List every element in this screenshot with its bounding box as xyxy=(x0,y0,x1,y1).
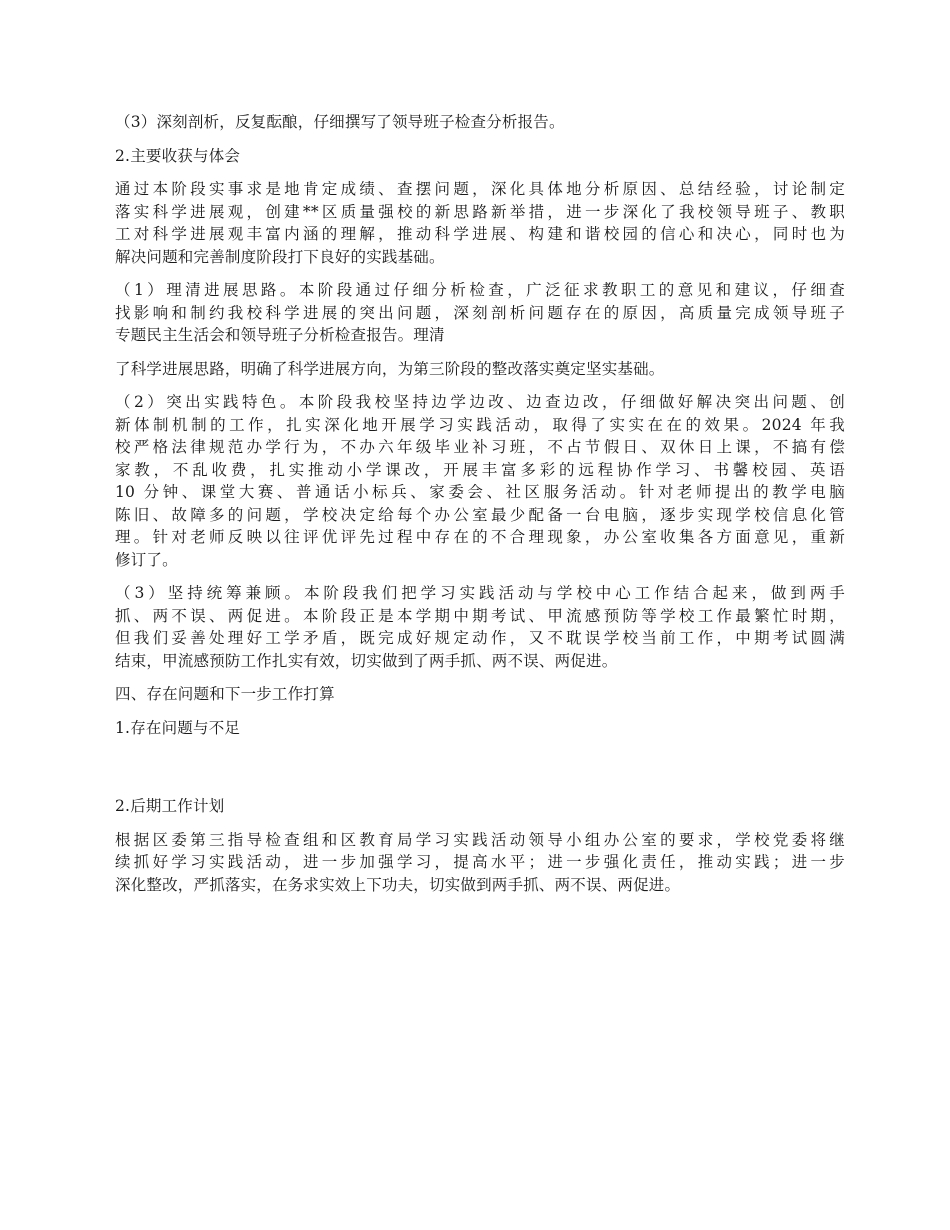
text-line: （2）突出实践特色。本阶段我校坚持边学边改、边查边改，仔细做好解决突出问题、创 xyxy=(115,393,845,411)
paragraph-point-2 xyxy=(115,391,845,571)
heading-problems xyxy=(115,717,845,740)
text-line: 陈旧、故障多的问题，学校决定给每个办公室最少配备一台电脑，逐步实现学校信息化管 xyxy=(115,505,845,524)
text-line: 落实科学进展观，创建**区质量强校的新思路新举措，进一步深化了我校领导班子、教职 xyxy=(115,202,845,221)
text-line: 四、存在问题和下一步工作打算 xyxy=(115,685,335,703)
text-line: 工对科学进展观丰富内涵的理解，推动科学进展、构建和谐校园的信心和决心，同时也为 xyxy=(115,225,845,243)
text-line: 修订了。 xyxy=(115,550,178,569)
paragraph-point-1-continued xyxy=(115,358,845,381)
text-line: 通过本阶段实事求是地肯定成绩、查摆问题，深化具体地分析原因、总结经验，讨论制定 xyxy=(115,180,845,198)
text-line: 家教，不乱收费，扎实推动小学课改，开展丰富多彩的远程协作学习、书馨校园、英语 xyxy=(115,460,845,479)
text-line: 找影响和制约我校科学进展的突出问题，深刻剖析问题存在的原因，高质量完成领导班子 xyxy=(115,303,845,322)
text-line: （3）深刻剖析，反复酝酿，仔细撰写了领导班子检查分析报告。 xyxy=(115,113,565,131)
heading-section-4 xyxy=(115,683,845,706)
text-line: 校严格法律规范办学行为，不办六年级毕业补习班，不占节假日、双休日上课，不搞有偿 xyxy=(115,438,845,456)
text-line: 根据区委第三指导检查组和区教育局学习实践活动领导小组办公室的要求，学校党委将继 xyxy=(115,830,845,849)
document-body xyxy=(115,111,845,907)
text-line: （1）理清进展思路。本阶段通过仔细分析检查，广泛征求教职工的意见和建议，仔细查 xyxy=(115,281,845,299)
text-line: 了科学进展思路，明确了科学进展方向，为第三阶段的整改落实奠定坚实基础。 xyxy=(115,359,665,378)
text-line: 专题民主生活会和领导班子分析检查报告。理清 xyxy=(115,326,445,344)
text-line: 结束，甲流感预防工作扎实有效，切实做到了两手抓、两不误、两促进。 xyxy=(115,651,618,670)
text-line: 深化整改，严抓落实，在务求实效上下功夫，切实做到两手抓、两不误、两促进。 xyxy=(115,875,681,894)
text-line: 理。针对老师反映以往评优评先过程中存在的不合理现象，办公室收集各方面意见，重新 xyxy=(115,528,845,546)
paragraph-summary xyxy=(115,178,845,268)
text-line: （3）坚持统筹兼顾。本阶段我们把学习实践活动与学校中心工作结合起来，做到两手 xyxy=(115,584,845,602)
text-line: 2.主要收获与体会 xyxy=(115,146,241,165)
text-line: 1.存在问题与不足 xyxy=(115,718,241,737)
paragraph-point-1 xyxy=(115,279,845,347)
text-line: 2.后期工作计划 xyxy=(115,797,225,815)
text-line: 解决问题和完善制度阶段打下良好的实践基础。 xyxy=(115,247,445,266)
text-line: 续抓好学习实践活动，进一步加强学习，提高水平；进一步强化责任，推动实践；进一步 xyxy=(115,853,845,871)
text-line: 但我们妥善处理好工学矛盾，既完成好规定动作，又不耽误学校当前工作，中期考试圆满 xyxy=(115,629,845,647)
text-line: 抓、两不误、两促进。本阶段正是本学期中期考试、甲流感预防等学校工作最繁忙时期， xyxy=(115,606,845,625)
paragraph-point-3 xyxy=(115,582,845,672)
text-line: 新体制机制的工作，扎实深化地开展学习实践活动，取得了实实在在的效果。2024 年我 xyxy=(115,415,845,434)
paragraph-step-3-analysis xyxy=(115,111,845,134)
heading-main-gains xyxy=(115,145,845,168)
heading-future-plan xyxy=(115,795,845,818)
text-line: 10 分钟、课堂大赛、普通话小标兵、家委会、社区服务活动。针对老师提出的教学电脑 xyxy=(115,483,845,501)
paragraph-future-plan xyxy=(115,829,845,897)
